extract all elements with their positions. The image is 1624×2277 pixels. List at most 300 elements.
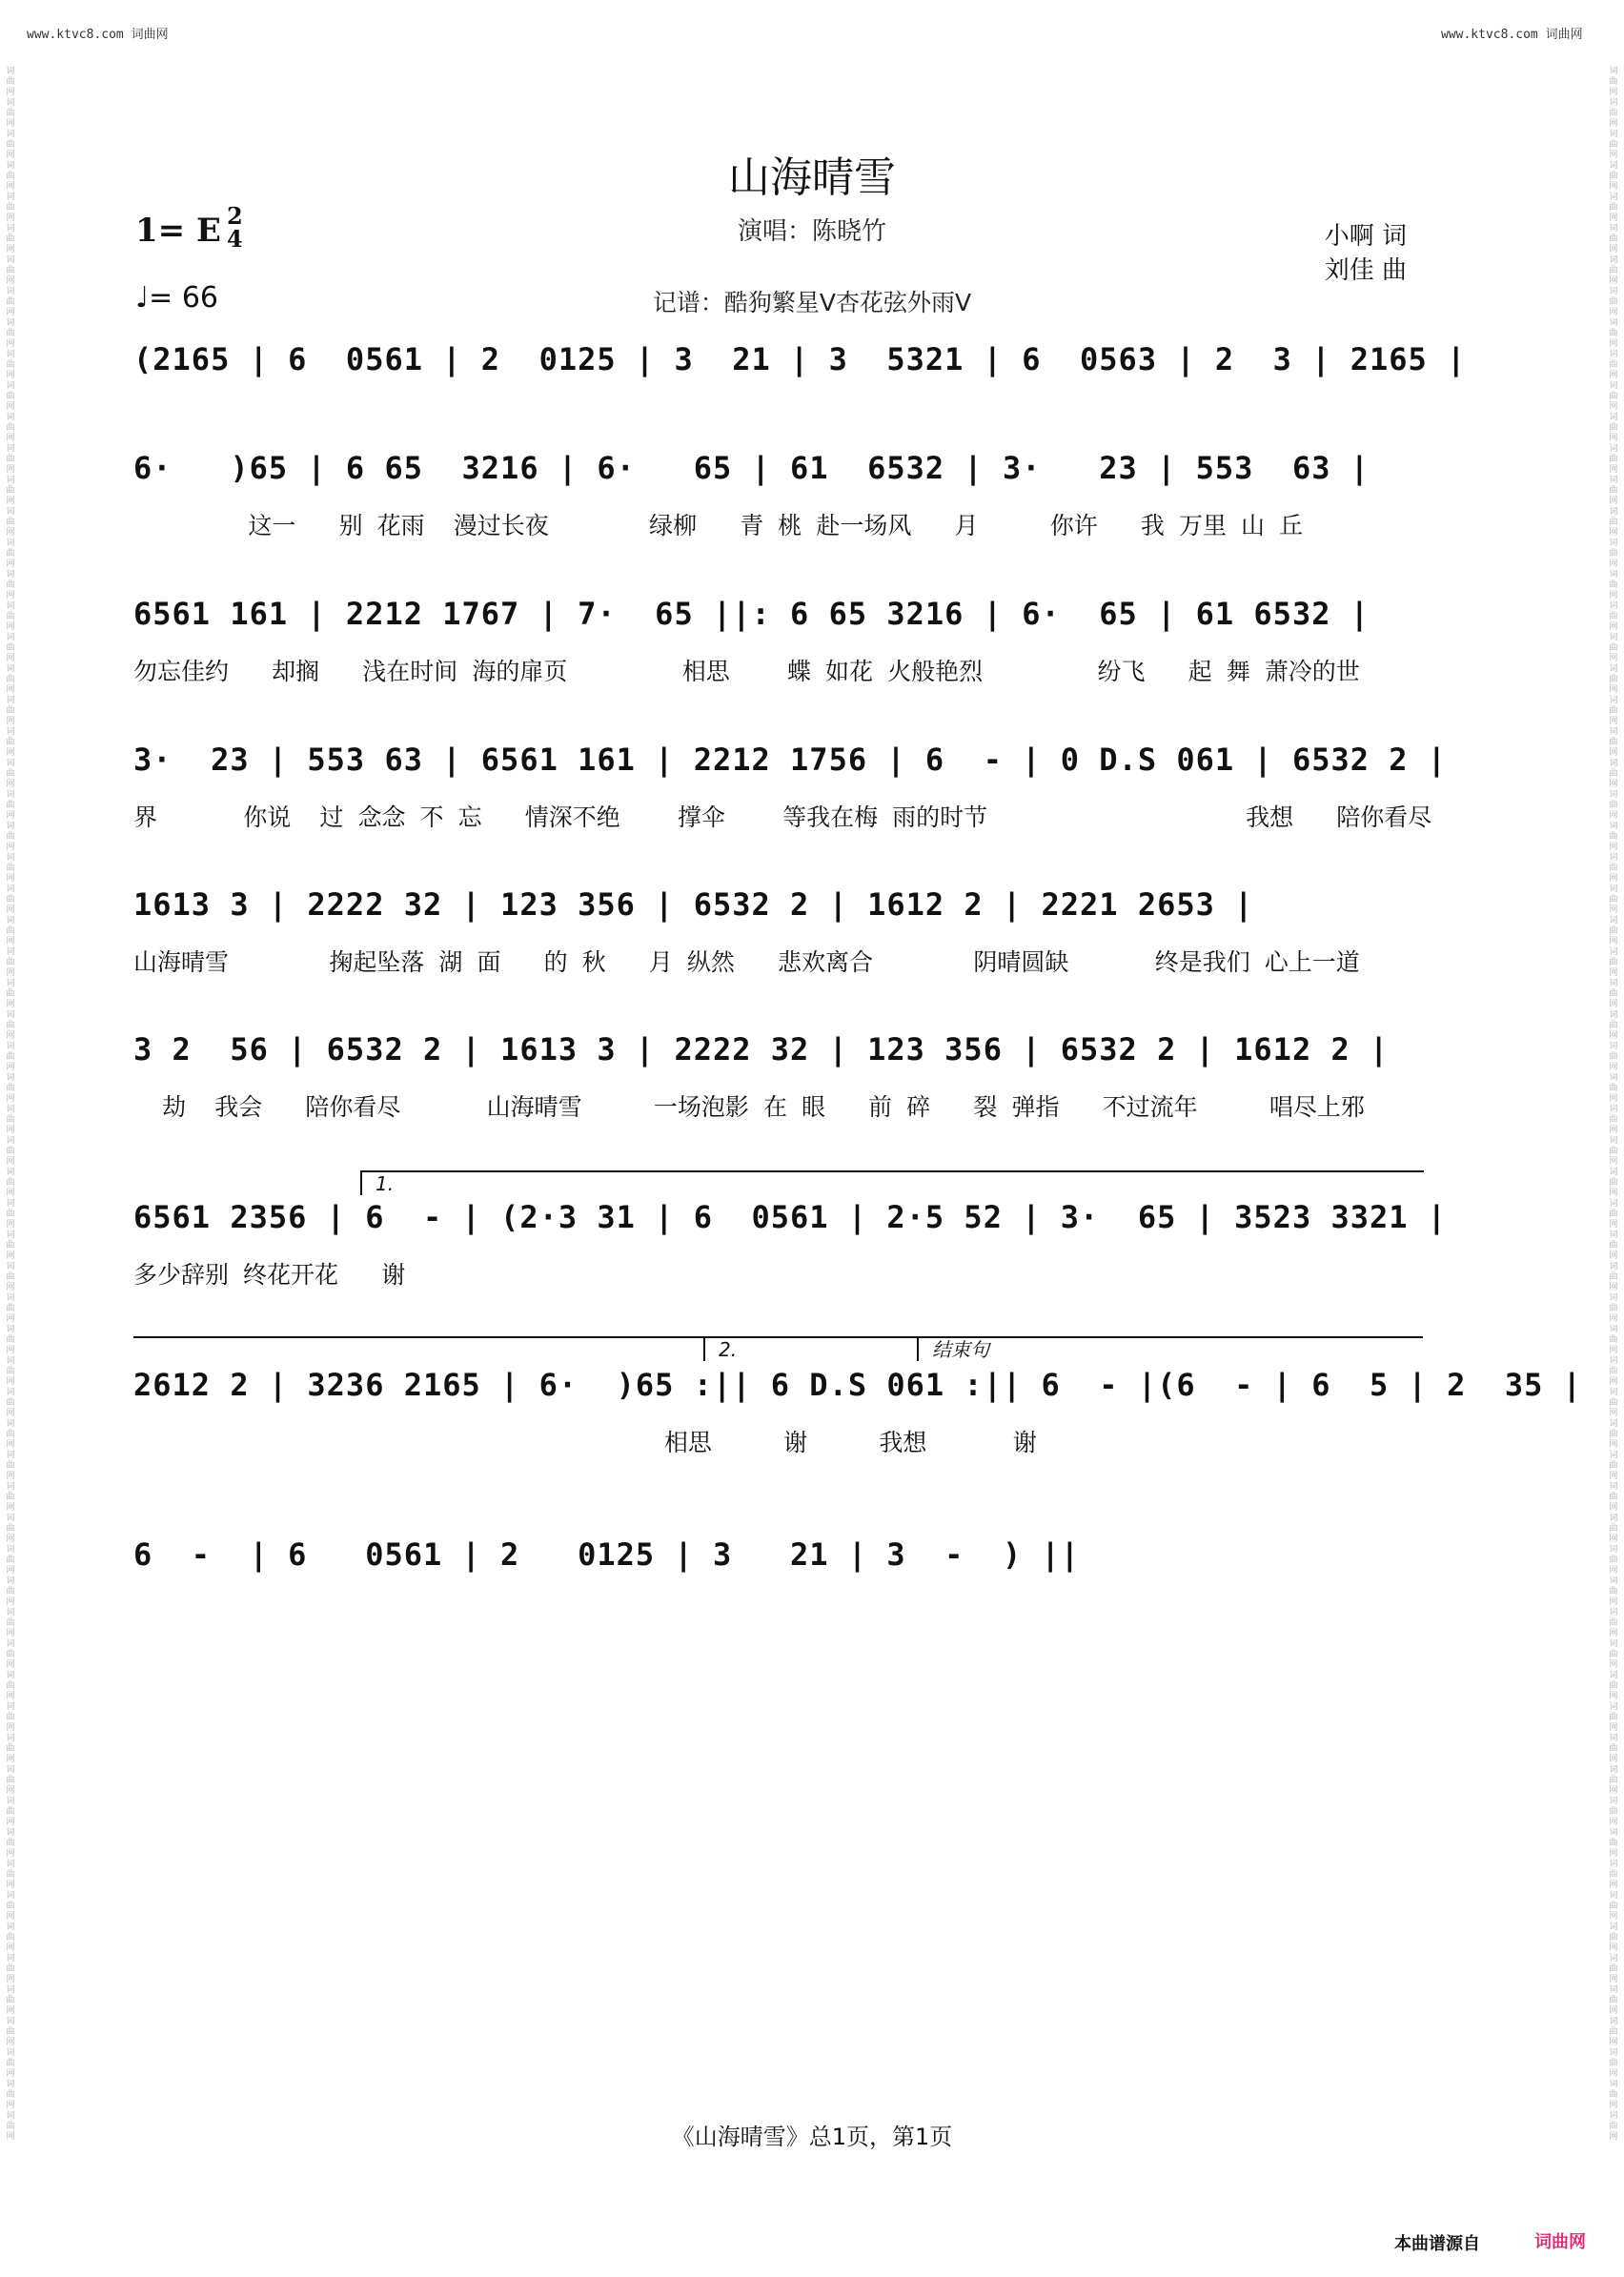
watermark-char: 曲 [6, 455, 15, 464]
watermark-char: 网 [6, 622, 15, 632]
watermark-char: 曲 [1609, 1430, 1618, 1439]
watermark-char: 网 [6, 717, 15, 726]
watermark-char: 曲 [1609, 1524, 1618, 1534]
watermark-char: 词 [6, 1985, 15, 1995]
watermark-char: 词 [1609, 193, 1618, 202]
watermark-char: 网 [1609, 1535, 1618, 1544]
watermark-char: 词 [6, 1451, 15, 1460]
watermark-char: 曲 [6, 1147, 15, 1156]
watermark-char: 网 [1609, 1377, 1618, 1387]
watermark-char: 网 [6, 1377, 15, 1387]
watermark-char: 词 [1609, 2017, 1618, 2026]
site-url-right[interactable]: www.ktvc8.com 词曲网 [1441, 28, 1583, 42]
watermark-char: 网 [6, 1881, 15, 1890]
watermark-char: 曲 [6, 864, 15, 873]
watermark-char: 曲 [1609, 1147, 1618, 1156]
watermark-char: 曲 [1609, 329, 1618, 338]
watermark-char: 网 [1609, 622, 1618, 632]
watermark-char: 词 [1609, 98, 1618, 108]
watermark-char: 词 [6, 2048, 15, 2058]
watermark-char: 词 [6, 1293, 15, 1303]
watermark-char: 网 [6, 2038, 15, 2047]
watermark-char: 词 [6, 1514, 15, 1523]
watermark-char: 网 [6, 780, 15, 789]
watermark-char: 曲 [6, 172, 15, 181]
watermark-char: 曲 [1609, 1021, 1618, 1030]
watermark-char: 词 [6, 884, 15, 894]
watermark-char: 词 [1609, 224, 1618, 234]
watermark-char: 曲 [6, 329, 15, 338]
watermark-char: 网 [1609, 1220, 1618, 1230]
watermark-char: 词 [1609, 1105, 1618, 1114]
watermark-char: 词 [6, 1639, 15, 1649]
watermark-char: 网 [1609, 1881, 1618, 1890]
watermark-char: 曲 [1609, 234, 1618, 244]
watermark-char: 词 [1609, 1388, 1618, 1397]
watermark-char: 网 [6, 1157, 15, 1167]
watermark-char: 曲 [6, 958, 15, 967]
key-signature: 1= E [135, 212, 221, 250]
watermark-char: 词 [6, 476, 15, 485]
watermark-char: 网 [1609, 402, 1618, 412]
watermark-char: 网 [6, 1912, 15, 1921]
watermark-char: 词 [6, 1073, 15, 1083]
watermark-char: 曲 [6, 1650, 15, 1659]
watermark-char: 网 [1609, 559, 1618, 569]
watermark-char: 词 [1609, 1922, 1618, 1932]
watermark-char: 网 [1609, 717, 1618, 726]
watermark-char: 网 [1609, 2038, 1618, 2047]
watermark-char: 曲 [6, 109, 15, 118]
watermark-char: 网 [1609, 905, 1618, 915]
watermark-char: 网 [6, 528, 15, 538]
time-signature-top: 2 [227, 202, 243, 230]
watermark-char: 网 [6, 182, 15, 192]
watermark-char: 词 [6, 947, 15, 957]
watermark-char: 曲 [1609, 1870, 1618, 1880]
watermark-char: 曲 [1609, 895, 1618, 905]
watermark-char: 网 [6, 1629, 15, 1638]
watermark-char: 网 [1609, 843, 1618, 852]
watermark-char: 网 [1609, 1346, 1618, 1355]
watermark-char: 词 [6, 1482, 15, 1492]
watermark-char: 词 [6, 444, 15, 454]
watermark-char: 网 [6, 88, 15, 97]
watermark-char: 网 [1609, 2006, 1618, 2016]
watermark-char: 曲 [6, 612, 15, 621]
watermark-char: 词 [1609, 1734, 1618, 1743]
watermark-char: 曲 [1609, 1241, 1618, 1250]
watermark-char: 网 [1609, 182, 1618, 192]
watermark-char: 网 [1609, 119, 1618, 129]
watermark-char: 网 [1609, 88, 1618, 97]
watermark-char: 曲 [6, 2059, 15, 2068]
watermark-char: 曲 [6, 769, 15, 779]
watermark-char: 网 [6, 2132, 15, 2142]
lyrics-line-5: 山海晴雪 掬起坠落 湖 面 的 秋 月 纵然 悲欢离合 阴晴圆缺 终是我们 心上一道 [133, 948, 1360, 976]
watermark-char: 词 [1609, 1514, 1618, 1523]
watermark-char: 词 [1609, 1765, 1618, 1775]
watermark-char: 网 [6, 968, 15, 978]
watermark-char: 曲 [6, 1115, 15, 1125]
watermark-char: 词 [1609, 979, 1618, 988]
watermark-char: 网 [1609, 1723, 1618, 1733]
watermark-char: 词 [6, 161, 15, 171]
watermark-char: 网 [6, 213, 15, 223]
watermark-char: 词 [1609, 696, 1618, 705]
watermark-char: 网 [1609, 245, 1618, 254]
watermark-char: 词 [1609, 853, 1618, 863]
watermark-char: 词 [6, 1042, 15, 1051]
watermark-char: 曲 [1609, 1587, 1618, 1596]
watermark-char: 词 [6, 1230, 15, 1240]
source-brand-link[interactable]: 词曲网 [1534, 2232, 1586, 2252]
watermark-char: 曲 [1609, 958, 1618, 967]
watermark-char: 曲 [6, 266, 15, 275]
volta-first-ending [360, 1170, 1424, 1195]
watermark-char: 词 [6, 2017, 15, 2026]
watermark-char: 词 [1609, 570, 1618, 579]
watermark-char: 词 [6, 790, 15, 800]
right-watermark-strip [1607, 67, 1620, 2221]
watermark-char: 网 [6, 497, 15, 506]
watermark-char: 曲 [1609, 455, 1618, 464]
watermark-char: 曲 [6, 140, 15, 150]
watermark-char: 曲 [1609, 1744, 1618, 1754]
watermark-char: 词 [6, 1828, 15, 1838]
watermark-char: 网 [6, 1094, 15, 1104]
watermark-char: 词 [6, 2080, 15, 2089]
score-line-2 [133, 450, 1412, 545]
watermark-char: 网 [6, 1597, 15, 1607]
watermark-char: 曲 [6, 989, 15, 999]
watermark-char: 词 [6, 822, 15, 831]
watermark-char: 曲 [1609, 801, 1618, 810]
lyrics-line-1 [133, 398, 1412, 437]
watermark-char: 曲 [6, 392, 15, 401]
watermark-char: 词 [6, 318, 15, 328]
watermark-char: 曲 [1609, 738, 1618, 747]
watermark-char: 曲 [1609, 486, 1618, 496]
watermark-char: 网 [6, 1660, 15, 1670]
watermark-char: 词 [6, 1388, 15, 1397]
watermark-char: 词 [6, 98, 15, 108]
score-line-4 [133, 742, 1448, 837]
watermark-char: 网 [1609, 1000, 1618, 1009]
watermark-char: 网 [6, 654, 15, 663]
watermark-char: 网 [1609, 1189, 1618, 1198]
watermark-char: 曲 [6, 1555, 15, 1565]
watermark-char: 网 [1609, 1629, 1618, 1638]
watermark-char: 词 [1609, 822, 1618, 831]
watermark-char: 词 [6, 570, 15, 579]
author-credits [1325, 219, 1407, 288]
watermark-char: 词 [1609, 1293, 1618, 1303]
source-label: 本曲谱源自 [1394, 2234, 1480, 2254]
volta-coda-label: 结束句 [932, 1338, 989, 1361]
watermark-char: 曲 [1609, 1807, 1618, 1817]
watermark-char: 网 [6, 1063, 15, 1072]
watermark-char: 网 [6, 2006, 15, 2016]
watermark-char: 网 [1609, 874, 1618, 884]
watermark-char: 词 [6, 633, 15, 642]
watermark-char: 曲 [1609, 1933, 1618, 1942]
watermark-char: 词 [1609, 1891, 1618, 1901]
watermark-char: 网 [6, 905, 15, 915]
watermark-char: 网 [6, 1943, 15, 1953]
watermark-char: 曲 [6, 486, 15, 496]
watermark-char: 网 [6, 1031, 15, 1041]
watermark-char: 词 [1609, 1954, 1618, 1963]
watermark-char: 曲 [1609, 643, 1618, 653]
watermark-char: 曲 [1609, 2027, 1618, 2037]
watermark-char: 词 [1609, 1325, 1618, 1334]
watermark-char: 词 [6, 1734, 15, 1743]
watermark-char: 曲 [1609, 1210, 1618, 1219]
watermark-char: 曲 [1609, 1461, 1618, 1471]
watermark-char: 词 [1609, 947, 1618, 957]
score-line-9 [133, 1536, 1412, 1594]
watermark-char: 网 [6, 245, 15, 254]
watermark-char: 词 [1609, 130, 1618, 139]
watermark-char: 网 [1609, 685, 1618, 695]
watermark-char: 词 [6, 1262, 15, 1271]
watermark-char: 词 [1609, 2048, 1618, 2058]
watermark-char: 词 [6, 1797, 15, 1806]
watermark-char: 网 [1609, 151, 1618, 160]
notes-line-7: 6561 2356 | 6 - | (2·3 31 | 6 0561 | 2·5 52 | 3· 65 | 3523 3321 | [133, 1199, 1448, 1235]
watermark-char: 曲 [1609, 675, 1618, 684]
watermark-char: 网 [1609, 434, 1618, 443]
watermark-char: 曲 [6, 1241, 15, 1250]
quarter-note-icon: ♩ [135, 281, 150, 315]
notes-line-5: 1613 3 | 2222 32 | 123 356 | 6532 2 | 1612 2 | 2221 2653 | [133, 886, 1254, 923]
watermark-char: 网 [6, 308, 15, 317]
volta-coda [917, 1336, 1423, 1361]
watermark-char: 曲 [6, 1210, 15, 1219]
watermark-char: 曲 [6, 423, 15, 433]
watermark-char: 曲 [1609, 109, 1618, 118]
watermark-char: 词 [1609, 67, 1618, 76]
watermark-char: 词 [1609, 1639, 1618, 1649]
watermark-char: 网 [6, 1535, 15, 1544]
watermark-char: 曲 [1609, 2059, 1618, 2068]
left-watermark-strip [4, 67, 17, 2221]
watermark-char: 网 [1609, 654, 1618, 663]
watermark-char: 曲 [6, 1587, 15, 1596]
watermark-char: 词 [6, 1105, 15, 1114]
site-url-left[interactable]: www.ktvc8.com 词曲网 [27, 28, 169, 42]
watermark-char: 网 [6, 2101, 15, 2110]
watermark-char: 词 [1609, 1828, 1618, 1838]
watermark-char: 词 [6, 979, 15, 988]
watermark-char: 网 [1609, 1943, 1618, 1953]
watermark-char: 曲 [6, 1776, 15, 1785]
watermark-char: 网 [1609, 1818, 1618, 1827]
watermark-char: 曲 [6, 643, 15, 653]
watermark-char: 曲 [6, 549, 15, 559]
watermark-char: 曲 [1609, 1084, 1618, 1093]
watermark-char: 词 [6, 2111, 15, 2121]
watermark-char: 网 [6, 1251, 15, 1261]
watermark-char: 词 [6, 1419, 15, 1429]
watermark-char: 网 [6, 402, 15, 412]
watermark-char: 词 [6, 1671, 15, 1680]
watermark-char: 网 [1609, 1566, 1618, 1576]
watermark-char: 曲 [1609, 77, 1618, 87]
watermark-char: 曲 [1609, 612, 1618, 621]
watermark-char: 曲 [6, 1524, 15, 1534]
watermark-char: 网 [1609, 1975, 1618, 1984]
watermark-char: 网 [6, 1723, 15, 1733]
watermark-char: 曲 [6, 1052, 15, 1062]
notes-line-6: 3 2 56 | 6532 2 | 1613 3 | 2222 32 | 123 356 | 6532 2 | 1612 2 | [133, 1031, 1390, 1067]
watermark-char: 曲 [6, 1367, 15, 1376]
watermark-char: 曲 [1609, 392, 1618, 401]
watermark-char: 曲 [6, 2122, 15, 2131]
watermark-char: 词 [1609, 1073, 1618, 1083]
watermark-char: 曲 [1609, 172, 1618, 181]
notes-line-3: 6561 161 | 2212 1767 | 7· 65 ||: 6 65 3216 | 6· 65 | 61 6532 | [133, 596, 1370, 632]
watermark-char: 词 [1609, 476, 1618, 485]
watermark-char: 网 [6, 1440, 15, 1450]
watermark-char: 网 [6, 937, 15, 946]
watermark-char: 曲 [1609, 1618, 1618, 1628]
watermark-char: 网 [1609, 308, 1618, 317]
score-line-1 [133, 341, 1467, 437]
watermark-char: 词 [1609, 350, 1618, 359]
watermark-char: 曲 [6, 1901, 15, 1911]
watermark-char: 网 [1609, 465, 1618, 475]
watermark-char: 网 [6, 276, 15, 286]
watermark-char: 网 [1609, 2069, 1618, 2079]
watermark-char: 词 [6, 916, 15, 925]
watermark-char: 词 [6, 224, 15, 234]
watermark-char: 曲 [1609, 832, 1618, 842]
watermark-char: 网 [6, 1975, 15, 1984]
watermark-char: 曲 [6, 1713, 15, 1722]
watermark-char: 曲 [1609, 1335, 1618, 1345]
time-signature [227, 202, 243, 253]
watermark-char: 网 [1609, 1503, 1618, 1513]
watermark-char: 曲 [6, 1618, 15, 1628]
watermark-char: 网 [1609, 213, 1618, 223]
watermark-char: 词 [1609, 633, 1618, 642]
watermark-char: 曲 [6, 1807, 15, 1817]
watermark-char: 曲 [6, 580, 15, 590]
watermark-char: 词 [6, 1891, 15, 1901]
watermark-char: 词 [1609, 444, 1618, 454]
watermark-char: 网 [1609, 1314, 1618, 1324]
watermark-char: 词 [1609, 539, 1618, 548]
watermark-char: 曲 [6, 203, 15, 213]
watermark-char: 曲 [6, 1272, 15, 1282]
watermark-char: 词 [6, 1168, 15, 1177]
lyrics-line-4: 界 你说 过 念念 不 忘 情深不绝 撑伞 等我在梅 雨的时节 我想 陪你看尽 [133, 803, 1432, 831]
lyrics-line-3: 勿忘佳约 却搁 浅在时间 海的扉页 相思 蝶 如花 火般艳烈 纷飞 起 舞 萧冷的世 [133, 658, 1360, 685]
watermark-char: 词 [6, 1545, 15, 1555]
watermark-char: 网 [6, 1566, 15, 1576]
watermark-char: 词 [1609, 1608, 1618, 1617]
watermark-char: 网 [6, 1472, 15, 1481]
singer-credit: 演唱：陈晓竹 [737, 217, 886, 246]
watermark-char: 网 [6, 1409, 15, 1418]
watermark-char: 曲 [1609, 769, 1618, 779]
watermark-char: 网 [1609, 1094, 1618, 1104]
watermark-char: 词 [1609, 916, 1618, 925]
watermark-char: 曲 [1609, 1776, 1618, 1785]
watermark-char: 词 [6, 1325, 15, 1334]
watermark-char: 词 [6, 1922, 15, 1932]
watermark-char: 曲 [6, 1461, 15, 1471]
watermark-char: 网 [1609, 1755, 1618, 1764]
watermark-char: 词 [1609, 1671, 1618, 1680]
watermark-char: 词 [1609, 601, 1618, 611]
watermark-char: 曲 [6, 926, 15, 936]
watermark-char: 网 [6, 811, 15, 821]
watermark-char: 曲 [6, 1964, 15, 1974]
watermark-char: 网 [6, 874, 15, 884]
watermark-char: 词 [1609, 1545, 1618, 1555]
watermark-char: 网 [1609, 339, 1618, 349]
watermark-char: 网 [1609, 1031, 1618, 1041]
watermark-char: 词 [1609, 1576, 1618, 1586]
watermark-char: 词 [6, 381, 15, 391]
watermark-char: 网 [6, 1220, 15, 1230]
watermark-char: 网 [6, 1818, 15, 1827]
watermark-char: 词 [6, 853, 15, 863]
watermark-char: 词 [1609, 1356, 1618, 1366]
watermark-char: 曲 [6, 1933, 15, 1942]
watermark-char: 词 [1609, 1199, 1618, 1209]
watermark-char: 网 [1609, 497, 1618, 506]
watermark-char: 曲 [6, 1493, 15, 1502]
watermark-char: 曲 [6, 675, 15, 684]
watermark-char: 词 [6, 1136, 15, 1146]
notes-line-1: (2165 | 6 0561 | 2 0125 | 3 21 | 3 5321 | 6 0563 | 2 3 | 2165 | [133, 341, 1467, 377]
watermark-char: 网 [1609, 2132, 1618, 2142]
lyricist-credit: 小啊 词 [1324, 222, 1407, 251]
watermark-char: 词 [6, 1860, 15, 1869]
watermark-char: 词 [6, 601, 15, 611]
watermark-char: 网 [6, 1000, 15, 1009]
watermark-char: 词 [1609, 790, 1618, 800]
watermark-char: 曲 [1609, 2090, 1618, 2100]
watermark-char: 词 [6, 507, 15, 517]
watermark-char: 词 [1609, 1482, 1618, 1492]
watermark-char: 词 [6, 130, 15, 139]
watermark-char: 曲 [1609, 1996, 1618, 2005]
composer-credit: 刘佳 曲 [1324, 256, 1407, 285]
watermark-char: 网 [1609, 1409, 1618, 1418]
watermark-char: 曲 [6, 297, 15, 307]
watermark-char: 网 [1609, 1063, 1618, 1072]
watermark-char: 曲 [1609, 1052, 1618, 1062]
watermark-char: 网 [1609, 1251, 1618, 1261]
watermark-char: 词 [1609, 318, 1618, 328]
watermark-char: 词 [1609, 1451, 1618, 1460]
watermark-char: 词 [1609, 1797, 1618, 1806]
time-signature-bottom: 4 [227, 225, 243, 253]
notes-line-2: 6· )65 | 6 65 3216 | 6· 65 | 61 6532 | 3· 23 | 553 63 | [133, 450, 1370, 486]
watermark-char: 词 [6, 255, 15, 265]
watermark-char: 词 [1609, 1230, 1618, 1240]
watermark-char: 网 [1609, 371, 1618, 380]
watermark-char: 曲 [6, 360, 15, 370]
watermark-char: 词 [1609, 507, 1618, 517]
watermark-char: 网 [6, 748, 15, 758]
watermark-char: 网 [1609, 1786, 1618, 1796]
